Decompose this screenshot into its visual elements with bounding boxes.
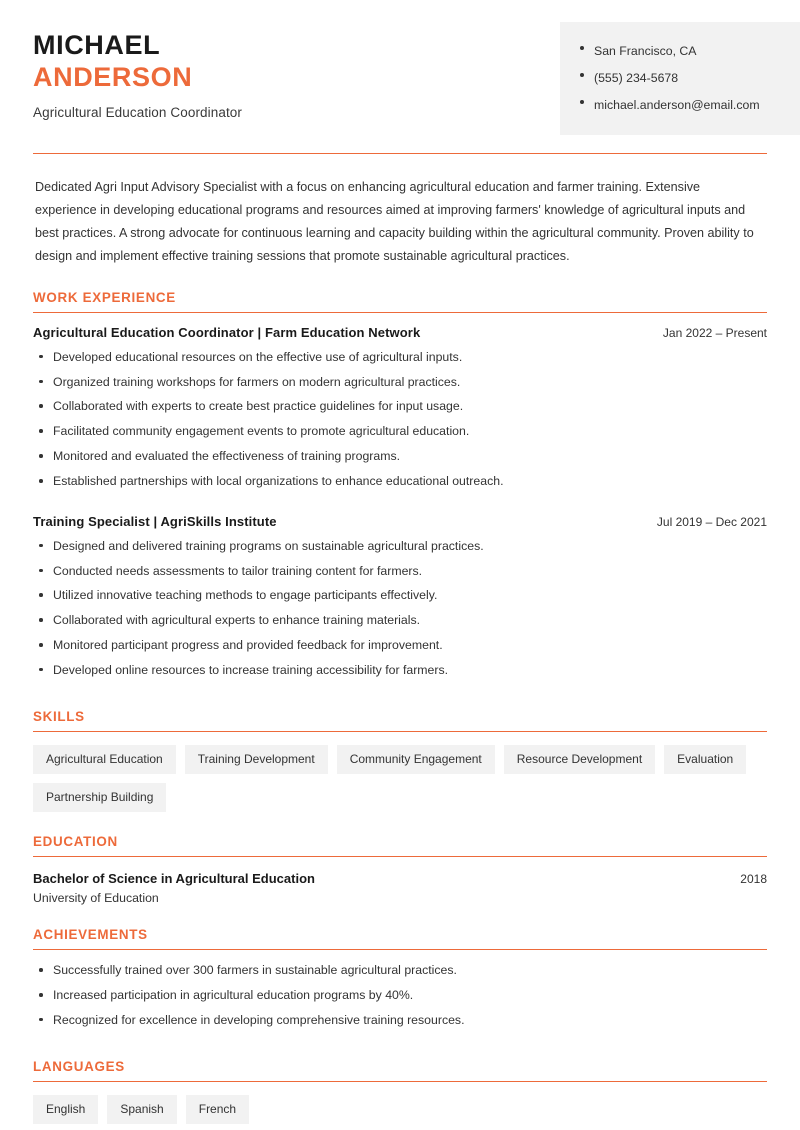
section-title-languages: LANGUAGES — [33, 1058, 125, 1074]
list-item — [33, 374, 767, 399]
section-divider — [33, 856, 767, 857]
experience-role: Training Specialist | AgriSkills Institute — [33, 513, 277, 529]
experience-dates: Jan 2022 – Present — [662, 325, 767, 340]
list-item-text: Developed online resources to increase training accessibility for farmers. — [53, 662, 449, 677]
achievements-list — [33, 962, 767, 1036]
list-item-text: Successfully trained over 300 farmers in sustainable agricultural practices. — [53, 963, 457, 978]
bullet-icon — [39, 643, 43, 647]
section-divider — [33, 1081, 767, 1082]
list-item-text: Collaborated with experts to create best practice guidelines for input usage. — [53, 399, 464, 414]
skill-chip: Partnership Building — [33, 783, 166, 812]
contact-phone-text: (555) 234-5678 — [594, 71, 679, 86]
list-item-text: Recognized for excellence in developing comprehensive training resources. — [53, 1012, 465, 1027]
languages-list — [33, 1094, 767, 1124]
experience-bullets — [33, 349, 767, 498]
professional-summary: Dedicated Agri Input Advisory Specialist with a focus on enhancing agricultural education and farmer training. Extensive experience in developing educational programs and resources aimed at improving farmers' knowledge of agricultural inputs and best practices. A strong advocate for continuous learning and capacity building within the agricultural community. Proven ability to design and implement effective training sessions that promote sustainable agricultural practices. — [35, 180, 754, 263]
section-title-skills: SKILLS — [33, 708, 85, 724]
experience-dates: Jul 2019 – Dec 2021 — [656, 514, 767, 529]
list-item — [33, 349, 767, 374]
bullet-icon — [39, 618, 43, 622]
list-item — [33, 987, 767, 1012]
skill-chip: Training Development — [185, 745, 328, 774]
list-item-text: Developed educational resources on the effective use of agricultural inputs. — [53, 349, 463, 364]
contact-email-text: michael.anderson@email.com — [594, 98, 760, 113]
list-item-text: Utilized innovative teaching methods to engage participants effectively. — [53, 588, 438, 603]
section-divider — [33, 949, 767, 950]
contact-location-text: San Francisco, CA — [594, 44, 697, 58]
education-year: 2018 — [740, 872, 767, 887]
bullet-icon — [39, 968, 43, 972]
list-item-text: Monitored participant progress and provided feedback for improvement. — [53, 638, 443, 653]
bullet-icon — [39, 993, 43, 997]
list-item — [33, 962, 767, 987]
bullet-icon — [39, 569, 43, 573]
skill-chip: Agricultural Education — [33, 745, 176, 774]
skill-chip: Evaluation — [664, 745, 746, 774]
list-item — [33, 473, 767, 498]
experience-header — [33, 325, 767, 340]
list-item-text: Facilitated community engagement events to promote agricultural education. — [53, 424, 470, 439]
list-item — [33, 612, 767, 637]
bullet-icon — [39, 544, 43, 548]
education-degree: Bachelor of Science in Agricultural Education — [33, 871, 315, 887]
list-item — [33, 1012, 767, 1037]
resume-header — [0, 0, 800, 135]
contact-location — [580, 38, 782, 65]
list-item — [33, 398, 767, 423]
section-title-work-experience: WORK EXPERIENCE — [33, 289, 176, 305]
list-item — [33, 538, 767, 563]
bullet-icon — [39, 593, 43, 597]
bullet-icon — [580, 100, 584, 104]
list-item-text: Conducted needs assessments to tailor training content for farmers. — [53, 563, 423, 578]
education-item — [33, 871, 767, 905]
contact-panel — [560, 22, 800, 135]
bullet-icon — [39, 355, 43, 359]
bullet-icon — [39, 380, 43, 384]
section-divider — [33, 731, 767, 732]
section-achievements — [33, 927, 767, 1036]
last-name: ANDERSON — [33, 61, 193, 92]
list-item-text: Collaborated with agricultural experts to enhance training materials. — [53, 613, 421, 628]
bullet-icon — [39, 404, 43, 408]
section-education — [33, 834, 767, 905]
experience-item — [33, 514, 767, 687]
section-title-education: EDUCATION — [33, 834, 118, 850]
section-title-achievements: ACHIEVEMENTS — [33, 927, 148, 943]
resume-body — [0, 154, 800, 1124]
experience-bullets — [33, 538, 767, 687]
bullet-icon — [580, 46, 584, 50]
section-languages — [33, 1059, 767, 1124]
first-name: MICHAEL — [33, 30, 161, 60]
experience-item — [33, 325, 767, 498]
bullet-icon — [39, 454, 43, 458]
list-item-text: Increased participation in agricultural education programs by 40%. — [53, 987, 414, 1002]
bullet-icon — [39, 479, 43, 483]
list-item — [33, 662, 767, 687]
list-item-text: Designed and delivered training programs on sustainable agricultural practices. — [53, 538, 484, 553]
list-item — [33, 448, 767, 473]
bullet-icon — [580, 73, 584, 77]
page-title: Agricultural Education Coordinator — [33, 104, 243, 120]
list-item-text: Established partnerships with local organizations to enhance educational outreach. — [53, 473, 504, 488]
section-divider — [33, 312, 767, 313]
skill-chip: Resource Development — [504, 745, 655, 774]
contact-email[interactable] — [580, 92, 782, 119]
list-item — [33, 423, 767, 448]
identity-block — [0, 22, 560, 120]
experience-header — [33, 514, 767, 529]
section-skills — [33, 709, 767, 812]
list-item — [33, 637, 767, 662]
contact-phone[interactable] — [580, 65, 782, 92]
education-school: University of Education — [33, 891, 159, 906]
skill-chip: Community Engagement — [337, 745, 495, 774]
list-item-text: Monitored and evaluated the effectiveness of training programs. — [53, 449, 401, 464]
bullet-icon — [39, 429, 43, 433]
experience-role: Agricultural Education Coordinator | Farm Education Network — [33, 324, 421, 340]
language-chip: French — [186, 1095, 249, 1124]
language-chip: English — [33, 1095, 98, 1124]
list-item-text: Organized training workshops for farmers on modern agricultural practices. — [53, 374, 461, 389]
bullet-icon — [39, 668, 43, 672]
section-work-experience — [33, 290, 767, 687]
list-item — [33, 587, 767, 612]
skills-list — [33, 744, 767, 812]
language-chip: Spanish — [107, 1095, 176, 1124]
list-item — [33, 563, 767, 588]
education-header — [33, 871, 767, 886]
bullet-icon — [39, 1018, 43, 1022]
